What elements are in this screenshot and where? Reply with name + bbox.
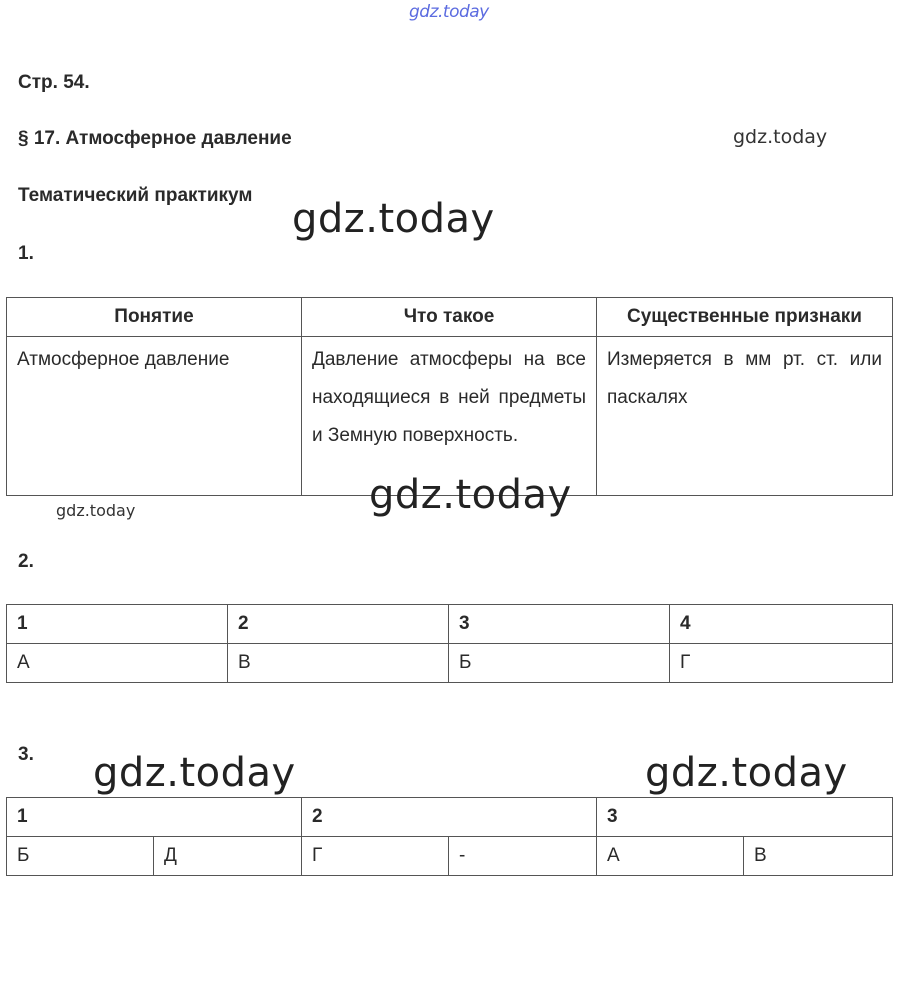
column-header: Существенные признаки xyxy=(597,298,893,337)
column-header: 3 xyxy=(449,605,670,644)
column-header: Понятие xyxy=(7,298,302,337)
page-header: Стр. 54. xyxy=(18,72,90,93)
table-header-row xyxy=(7,298,893,337)
table-header-row xyxy=(7,605,893,644)
answer-cell: А xyxy=(7,644,228,683)
watermark: gdz.today xyxy=(645,750,848,796)
answer-cell: Д xyxy=(154,837,302,876)
subtitle: Тематический практикум xyxy=(18,185,253,206)
watermark: gdz.today xyxy=(409,2,489,22)
answer-cell: - xyxy=(449,837,597,876)
concept-table xyxy=(6,297,893,496)
task-number: 3. xyxy=(18,744,34,765)
definition-cell: Давление атмосферы на все находящиеся в ней предметы и Земную поверхность. xyxy=(302,337,597,496)
task-number: 2. xyxy=(18,551,34,572)
watermark: gdz.today xyxy=(369,472,572,518)
column-header: 4 xyxy=(670,605,893,644)
column-header: 3 xyxy=(597,798,893,837)
answer-cell: В xyxy=(744,837,893,876)
column-header: 1 xyxy=(7,605,228,644)
answer-cell: Г xyxy=(302,837,449,876)
answer-cell: А xyxy=(597,837,744,876)
column-header: Что такое xyxy=(302,298,597,337)
watermark: gdz.today xyxy=(292,196,495,242)
answer-cell: Г xyxy=(670,644,893,683)
answer-table xyxy=(6,797,893,876)
concept-cell: Атмосферное давление xyxy=(7,337,302,496)
answer-cell: В xyxy=(228,644,449,683)
task-number: 1. xyxy=(18,243,34,264)
watermark: gdz.today xyxy=(56,501,136,520)
column-header: 2 xyxy=(228,605,449,644)
features-cell: Измеряется в мм рт. ст. или паскалях xyxy=(597,337,893,496)
table-header-row xyxy=(7,798,893,837)
answer-cell: Б xyxy=(449,644,670,683)
table-row xyxy=(7,837,893,876)
answer-table xyxy=(6,604,893,683)
watermark: gdz.today xyxy=(733,126,828,148)
answer-cell: Б xyxy=(7,837,154,876)
column-header: 1 xyxy=(7,798,302,837)
watermark: gdz.today xyxy=(93,750,296,796)
section-title: § 17. Атмосферное давление xyxy=(18,128,292,149)
table-row xyxy=(7,644,893,683)
column-header: 2 xyxy=(302,798,597,837)
